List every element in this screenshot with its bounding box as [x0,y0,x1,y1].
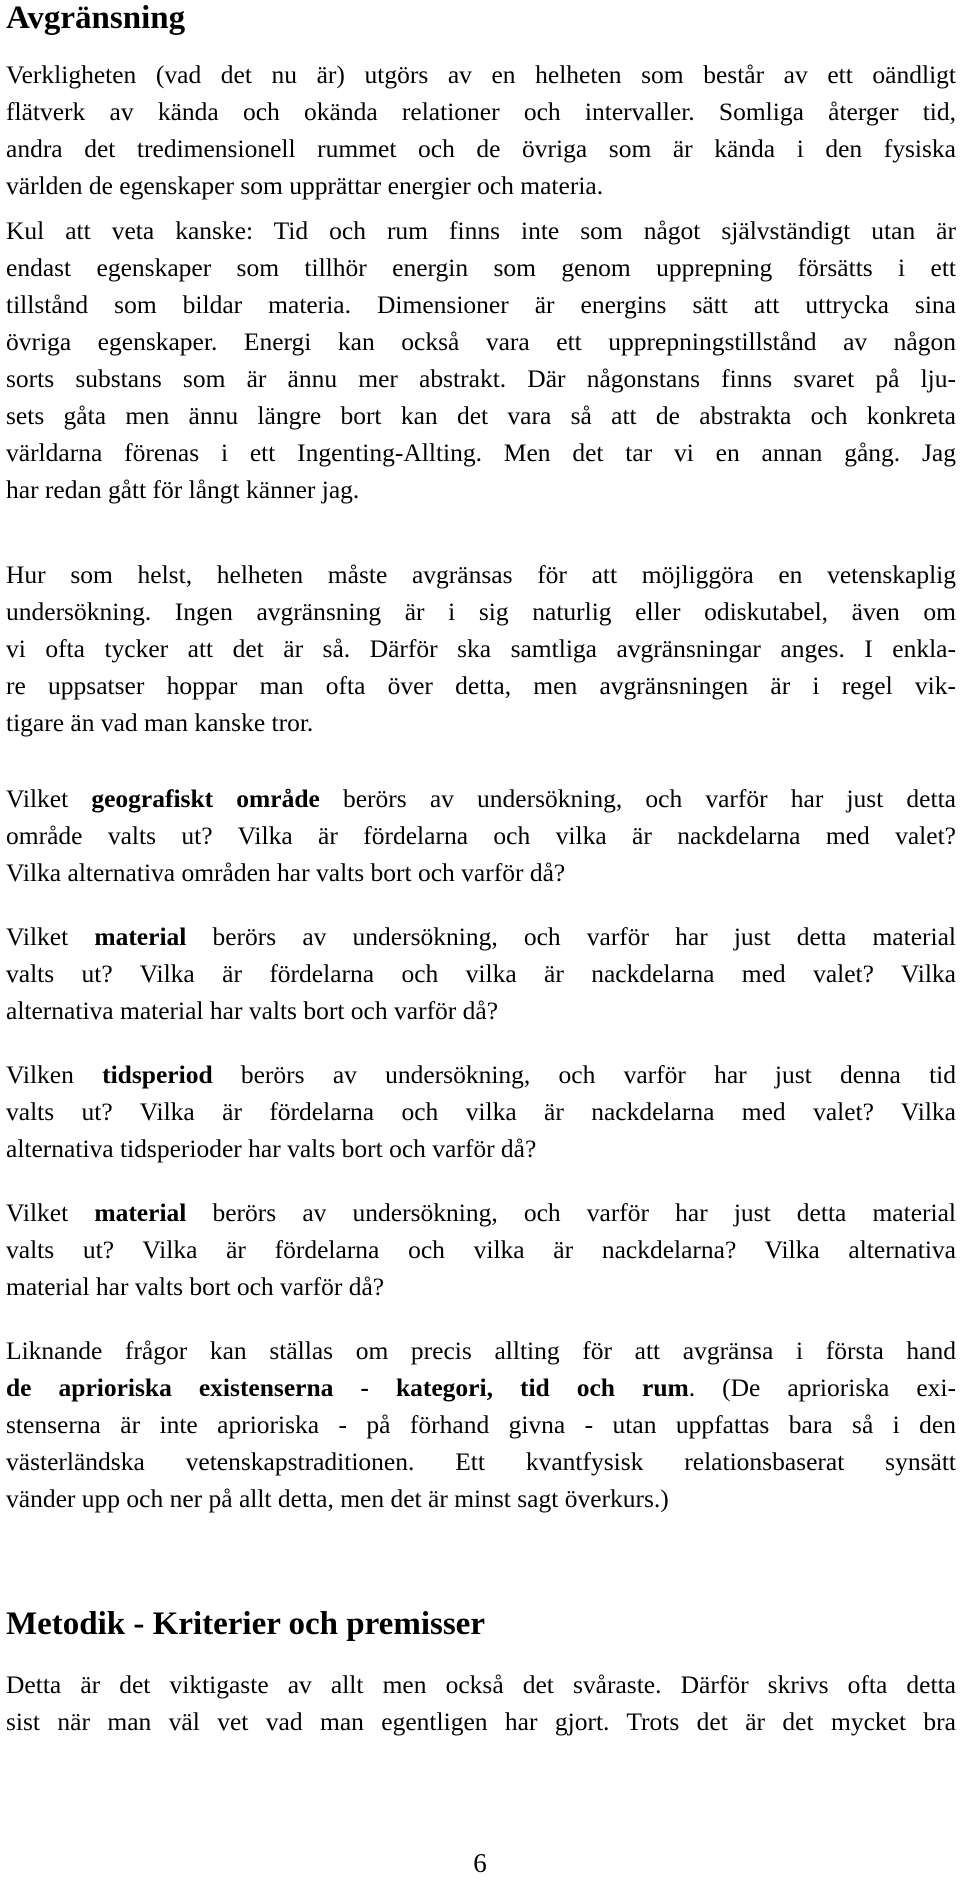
paragraph-liknande-fragor [6,1332,956,1517]
emphasis-tidsperiod: tidsperiod [102,1060,213,1089]
section-heading-metodik: Metodik - Kriterier och premisser [6,1606,485,1642]
text-line: tillstånd som bildar materia. Dimensioner är energins sätt att uttrycka sina [6,290,956,319]
text-line: område valts ut? Vilka är fördelarna och vilka är nackdelarna med valet? [6,821,956,850]
text-line: endast egenskaper som tillhör energin som genom upprepning försätts i ett [6,253,956,282]
line-text: berörs av undersökning, och varför har just detta [319,784,956,813]
text-line: vi ofta tycker att det är så. Därför ska samtliga avgränsningar anges. I enkla- [6,634,956,663]
text-line: vänder upp och ner på allt detta, men det är minst sagt överkurs.) [6,1484,669,1513]
line-text: berörs av undersökning, och varför har just denna tid [212,1060,956,1089]
emphasis-material: material [94,1198,187,1227]
text-line: världarna förenas i ett Ingenting-Allting. Men det tar vi en annan gång. Jag [6,438,956,467]
text-line: Hur som helst, helheten måste avgränsas för att möjliggöra en vetenskaplig [6,560,956,589]
text-line: Detta är det viktigaste av allt men också det svåraste. Därför skrivs ofta detta [6,1670,956,1699]
text-line: västerländska vetenskapstraditionen. Ett kvantfysisk relationsbaserat synsätt [6,1447,956,1476]
paragraph-tidsperiod [6,1056,956,1167]
text-line: undersökning. Ingen avgränsning är i sig naturlig eller odiskutabel, även om [6,597,956,626]
text-line [6,1369,956,1406]
text-line: har redan gått för långt känner jag. [6,475,360,504]
paragraph-hur-som-helst [6,556,956,741]
text-line: valts ut? Vilka är fördelarna och vilka är nackdelarna med valet? Vilka [6,1097,956,1126]
text-line: valts ut? Vilka är fördelarna och vilka är nackdelarna med valet? Vilka [6,959,956,988]
paragraph-material-2 [6,1194,956,1305]
emphasis-aprioriska-existenserna: de aprioriska existenserna - kategori, tid och rum [6,1373,689,1402]
text-line: Liknande frågor kan ställas om precis allting för att avgränsa i första hand [6,1336,956,1365]
text-line: stenserna är inte aprioriska - på förhand givna - utan uppfattas bara så i den [6,1410,956,1439]
text-line: Vilka alternativa områden har valts bort och varför då? [6,858,566,887]
text-line: alternativa tidsperioder har valts bort och varför då? [6,1134,537,1163]
line-text: Vilket [6,922,95,951]
line-text: Vilket [6,1198,95,1227]
text-line: sorts substans som är ännu mer abstrakt. Där någonstans finns svaret på lju- [6,364,956,393]
line-text: berörs av undersökning, och varför har just detta material [186,1198,956,1227]
text-line [6,1194,956,1231]
text-line: re uppsatser hoppar man ofta över detta, men avgränsningen är i regel vik- [6,671,956,700]
text-line [6,918,956,955]
emphasis-material: material [94,922,187,951]
text-line: alternativa material har valts bort och varför då? [6,996,499,1025]
emphasis-geografiskt-omrade: geografiskt område [91,784,320,813]
text-line: Kul att veta kanske: Tid och rum finns inte som något självständigt utan är [6,216,956,245]
text-line [6,780,956,817]
line-text: Vilket [6,784,92,813]
text-line: sist när man väl vet vad man egentligen har gjort. Trots det är det mycket bra [6,1707,956,1736]
section-heading-avgransning: Avgränsning [6,0,186,36]
paragraph-detta-ar [6,1666,956,1740]
text-line: övriga egenskaper. Energi kan också vara ett upprepningstillstånd av någon [6,327,956,356]
text-line: tigare än vad man kanske tror. [6,708,314,737]
text-line [6,1056,956,1093]
text-line: andra det tredimensionell rummet och de övriga som är kända i den fysiska [6,134,956,163]
text-line: flätverk av kända och okända relationer och intervaller. Somliga återger tid, [6,97,956,126]
text-line: Verkligheten (vad det nu är) utgörs av en helheten som består av ett oändligt [6,60,956,89]
paragraph-kul-att-veta [6,212,956,508]
line-text: . (De aprioriska exi- [688,1373,956,1402]
paragraph-verkligheten [6,56,956,204]
text-line: material har valts bort och varför då? [6,1272,385,1301]
text-line: valts ut? Vilka är fördelarna och vilka är nackdelarna? Vilka alternativa [6,1235,956,1264]
paragraph-geografiskt-omrade [6,780,956,891]
line-text: Vilken [6,1060,103,1089]
page-number: 6 [473,1848,487,1878]
line-text: berörs av undersökning, och varför har just detta material [186,922,956,951]
text-line: sets gåta men ännu längre bort kan det vara så att de abstrakta och konkreta [6,401,956,430]
paragraph-material [6,918,956,1029]
text-line: världen de egenskaper som upprättar energier och materia. [6,171,604,200]
